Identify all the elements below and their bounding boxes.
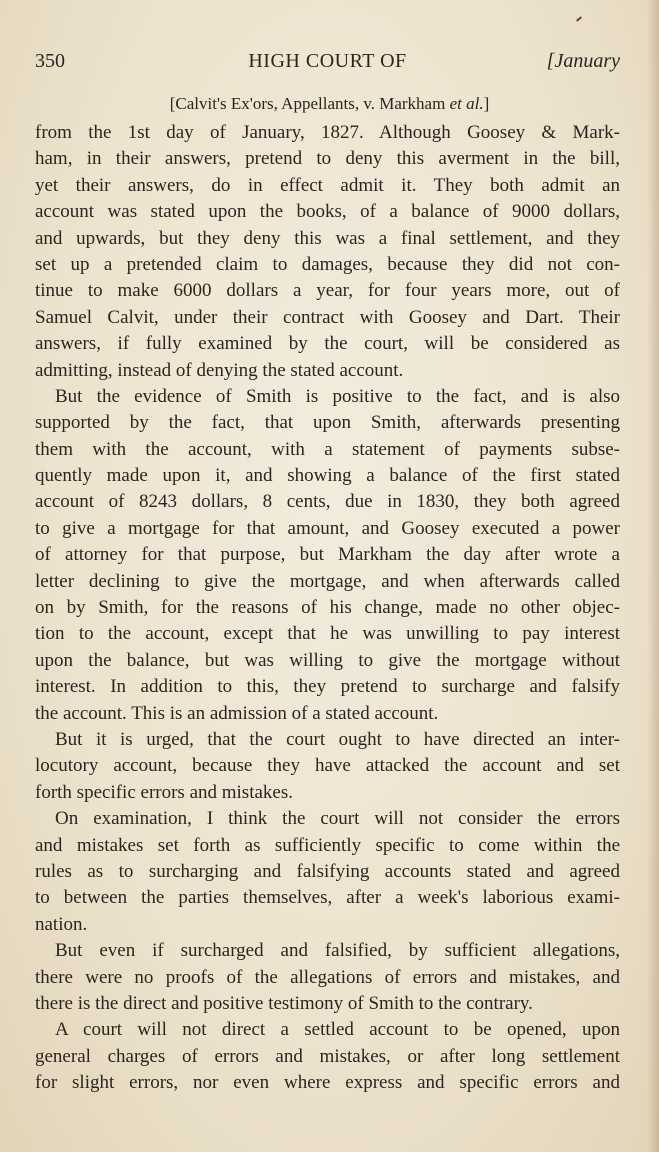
text-line: set up a pretended claim to damages, because they did not con- (35, 253, 620, 275)
text-line: upon the balance, but was willing to give the mortgage without (35, 649, 620, 671)
case-caption-close: ] (483, 94, 490, 113)
text-line: letter declining to give the mortgage, and when afterwards called (35, 570, 620, 592)
ink-mark (576, 16, 582, 21)
running-title: HIGH COURT OF (248, 50, 407, 72)
text-line: But it is urged, that the court ought to have directed an inter- (55, 728, 620, 750)
text-line: interest. In addition to this, they pretend to surcharge and falsify (35, 676, 620, 698)
text-line: there were no proofs of the allegations of errors and mistakes, and (35, 966, 620, 988)
running-header (35, 50, 620, 80)
case-caption-italic: et al. (449, 94, 484, 113)
text-line: tinue to make 6000 dollars a year, for four years more, out of (35, 280, 620, 302)
text-line: account was stated upon the books, of a balance of 9000 dollars, (35, 201, 620, 223)
text-line: But even if surcharged and falsified, by sufficient allegations, (55, 940, 620, 962)
body-text (35, 120, 620, 1096)
paragraph (35, 384, 620, 727)
text-line: to give a mortgage for that amount, and Goosey executed a power (35, 517, 620, 539)
text-line: answers, if fully examined by the court, will be considered as (35, 333, 620, 355)
text-line: nation. (35, 913, 88, 935)
text-line: supported by the fact, that upon Smith, afterwards presenting (35, 412, 620, 434)
text-line: ham, in their answers, pretend to deny this averment in the bill, (35, 148, 620, 170)
text-line: general charges of errors and mistakes, or after long settlement (35, 1045, 620, 1067)
text-line: But the evidence of Smith is positive to the fact, and is also (55, 385, 620, 407)
text-line: Samuel Calvit, under their contract with Goosey and Dart. Their (35, 306, 620, 328)
text-line: the account. This is an admission of a stated account. (35, 702, 439, 724)
text-line: and mistakes set forth as sufficiently specific to come within the (35, 834, 620, 856)
text-line: yet their answers, do in effect admit it. They both admit an (35, 174, 620, 196)
text-line: on by Smith, for the reasons of his change, made no other objec- (35, 597, 620, 619)
text-line: locutory account, because they have attacked the account and set (35, 755, 620, 777)
paragraph (35, 1017, 620, 1096)
text-line: On examination, I think the court will not consider the errors (55, 808, 620, 830)
running-month: [January (546, 50, 620, 72)
text-line: forth specific errors and mistakes. (35, 781, 293, 803)
text-line: and upwards, but they deny this was a final settlement, and they (35, 227, 620, 249)
text-line: A court will not direct a settled account to be opened, upon (55, 1019, 620, 1041)
paragraph (35, 938, 620, 1017)
text-line: for slight errors, nor even where express and specific errors and (35, 1072, 620, 1094)
text-line: from the 1st day of January, 1827. Although Goosey & Mark- (35, 122, 620, 143)
case-caption-text: [Calvit's Ex'ors, Appellants, v. Markham (169, 94, 450, 113)
text-line: to between the parties themselves, after a week's laborious exami- (35, 887, 620, 909)
page-number: 350 (35, 50, 65, 72)
paragraph (35, 120, 620, 384)
text-line: quently made upon it, and showing a balance of the first stated (35, 465, 620, 487)
text-line: them with the account, with a statement of payments subse- (35, 438, 620, 460)
paragraph (35, 727, 620, 806)
text-line: rules as to surcharging and falsifying accounts stated and agreed (35, 860, 620, 882)
text-line: admitting, instead of denying the stated account. (35, 359, 404, 381)
text-line: there is the direct and positive testimony of Smith to the contrary. (35, 992, 533, 1014)
text-line: of attorney for that purpose, but Markham the day after wrote a (35, 544, 620, 566)
paragraph (35, 806, 620, 938)
page-edge-shadow (647, 0, 659, 1152)
text-line: account of 8243 dollars, 8 cents, due in 1830, they both agreed (35, 491, 620, 513)
text-line: tion to the account, except that he was unwilling to pay interest (35, 623, 620, 645)
case-caption (0, 94, 659, 114)
